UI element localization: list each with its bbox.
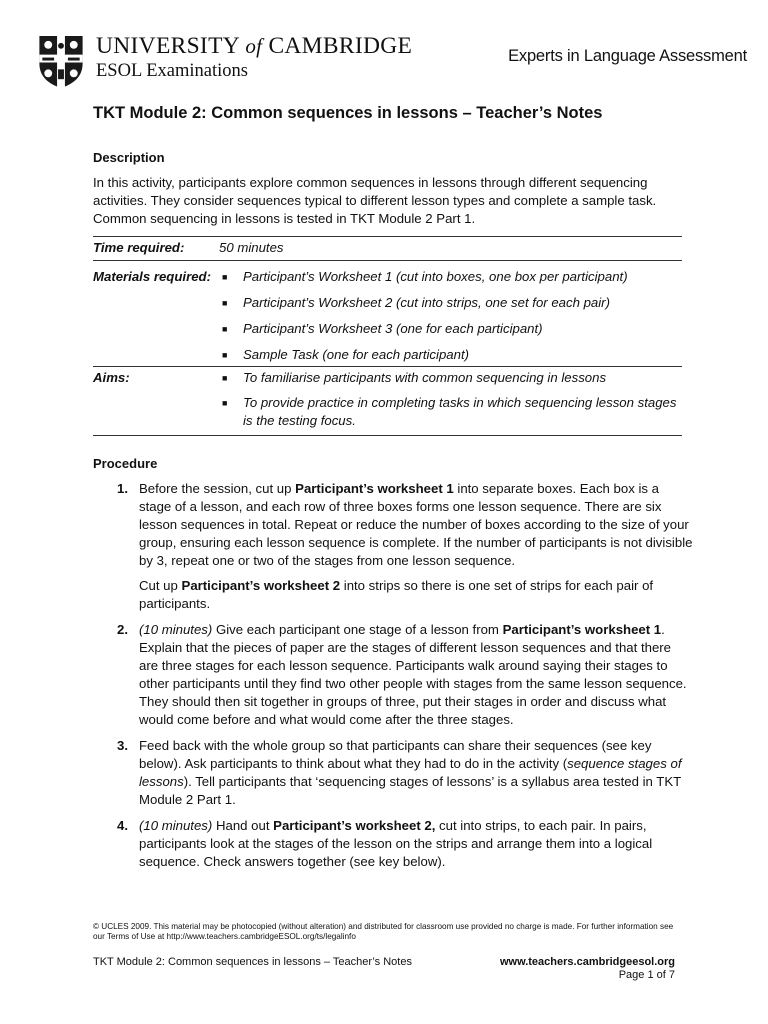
time-row — [93, 237, 682, 260]
list-item: ■ Participant’s Worksheet 2 (cut into strips, one set for each pair) — [215, 294, 682, 312]
list-item: ■ Sample Task (one for each participant) — [215, 346, 682, 364]
list-item: ■ Participant’s Worksheet 1 (cut into boxes, one box per participant) — [215, 268, 682, 286]
procedure-list — [93, 480, 693, 879]
time-label: Time required: — [93, 240, 185, 255]
aims-label: Aims: — [93, 370, 130, 385]
footer-website-link[interactable]: www.teachers.cambridgeesol.org — [499, 956, 675, 968]
aims-list — [215, 367, 682, 435]
description-text: In this activity, participants explore common sequences in lessons through different sequencing activities. They consider sequences typical to different lesson types and complete a sample task. Common sequencing in lessons is tested in TKT Module 2 Part 1. — [93, 175, 657, 226]
description-heading: Description — [93, 150, 165, 165]
procedure-step: 3. Feed back with the whole group so that participants can share their sequences (see key below). Ask participants to think about what they had to do in the activity (sequence stages of lessons). Tell participants that ‘sequencing stages of lessons’ is a syllabus area tested in TKT Module 2 Part 1. — [117, 738, 682, 807]
procedure-step: 1. Before the session, cut up Participant’s worksheet 1 into separate boxes. Each box is a stage of a lesson, and each row of three boxes forms one lesson sequence. There are six lesson sequences in total. Repeat or reduce the number of boxes according to the size of your group, ensuring each lesson sequence is complete. If the number of participants is not divisible by 3, repeat one or two of the stages from one lesson sequence. Cut up Participant’s worksheet 2 into strips so there is one set of strips for each pair of participants. — [117, 481, 693, 611]
aims-row — [93, 366, 682, 435]
lesson-info-table — [93, 236, 682, 436]
bullet-icon: ■ — [222, 373, 228, 383]
esol-examinations: ESOL Examinations — [96, 61, 248, 81]
footer-title: TKT Module 2: Common sequences in lessons – Teacher’s Notes — [93, 956, 412, 968]
cambridge-crest-logo — [37, 34, 85, 89]
bullet-icon: ■ — [222, 298, 228, 308]
materials-label: Materials required: — [93, 269, 211, 284]
materials-list — [215, 261, 682, 366]
bullet-icon: ■ — [222, 272, 228, 282]
page-header — [37, 33, 747, 83]
list-item: ■ To provide practice in completing tasks in which sequencing lesson stages is the testing focus. — [215, 394, 682, 430]
university-name: UNIVERSITY of CAMBRIDGE — [96, 33, 413, 59]
bullet-icon: ■ — [222, 324, 228, 334]
procedure-step: 2. (10 minutes) Give each participant one stage of a lesson from Participant’s worksheet 1. Explain that the pieces of paper are the stages of different lesson sequences and that there are three stages for each lesson sequence. Participants walk around saying their stages to other participants until they find two other people with stages from the same lesson sequence. They should then sit together in groups of three, put their stages in order and discuss what would come before and what would come after the three stages. — [117, 622, 687, 727]
list-item: ■ Participant’s Worksheet 3 (one for each participant) — [215, 320, 682, 338]
procedure-heading: Procedure — [93, 456, 158, 471]
copyright-notice: © UCLES 2009. This material may be photocopied (without alteration) and distributed for classroom use provided no charge is made. For further information see our Terms of Use at http://www.teachers.cambridgeESOL.org/ts/legalinfo — [93, 922, 674, 941]
bullet-icon: ■ — [222, 398, 228, 408]
list-item: ■ To familiarise participants with common sequencing in lessons — [215, 369, 682, 387]
page-title: TKT Module 2: Common sequences in lessons – Teacher’s Notes — [93, 104, 603, 122]
procedure-step: 4. (10 minutes) Hand out Participant’s worksheet 2, cut into strips, to each pair. In pairs, participants look at the stages of the lesson on the strips and arrange them into a logical sequence. Check answers together (see key below). — [117, 818, 653, 869]
page-number: Page 1 of 7 — [618, 969, 675, 981]
time-value: 50 minutes — [219, 240, 284, 255]
bullet-icon: ■ — [222, 350, 228, 360]
tagline: Experts in Language Assessment — [508, 47, 747, 65]
materials-row — [93, 260, 682, 366]
